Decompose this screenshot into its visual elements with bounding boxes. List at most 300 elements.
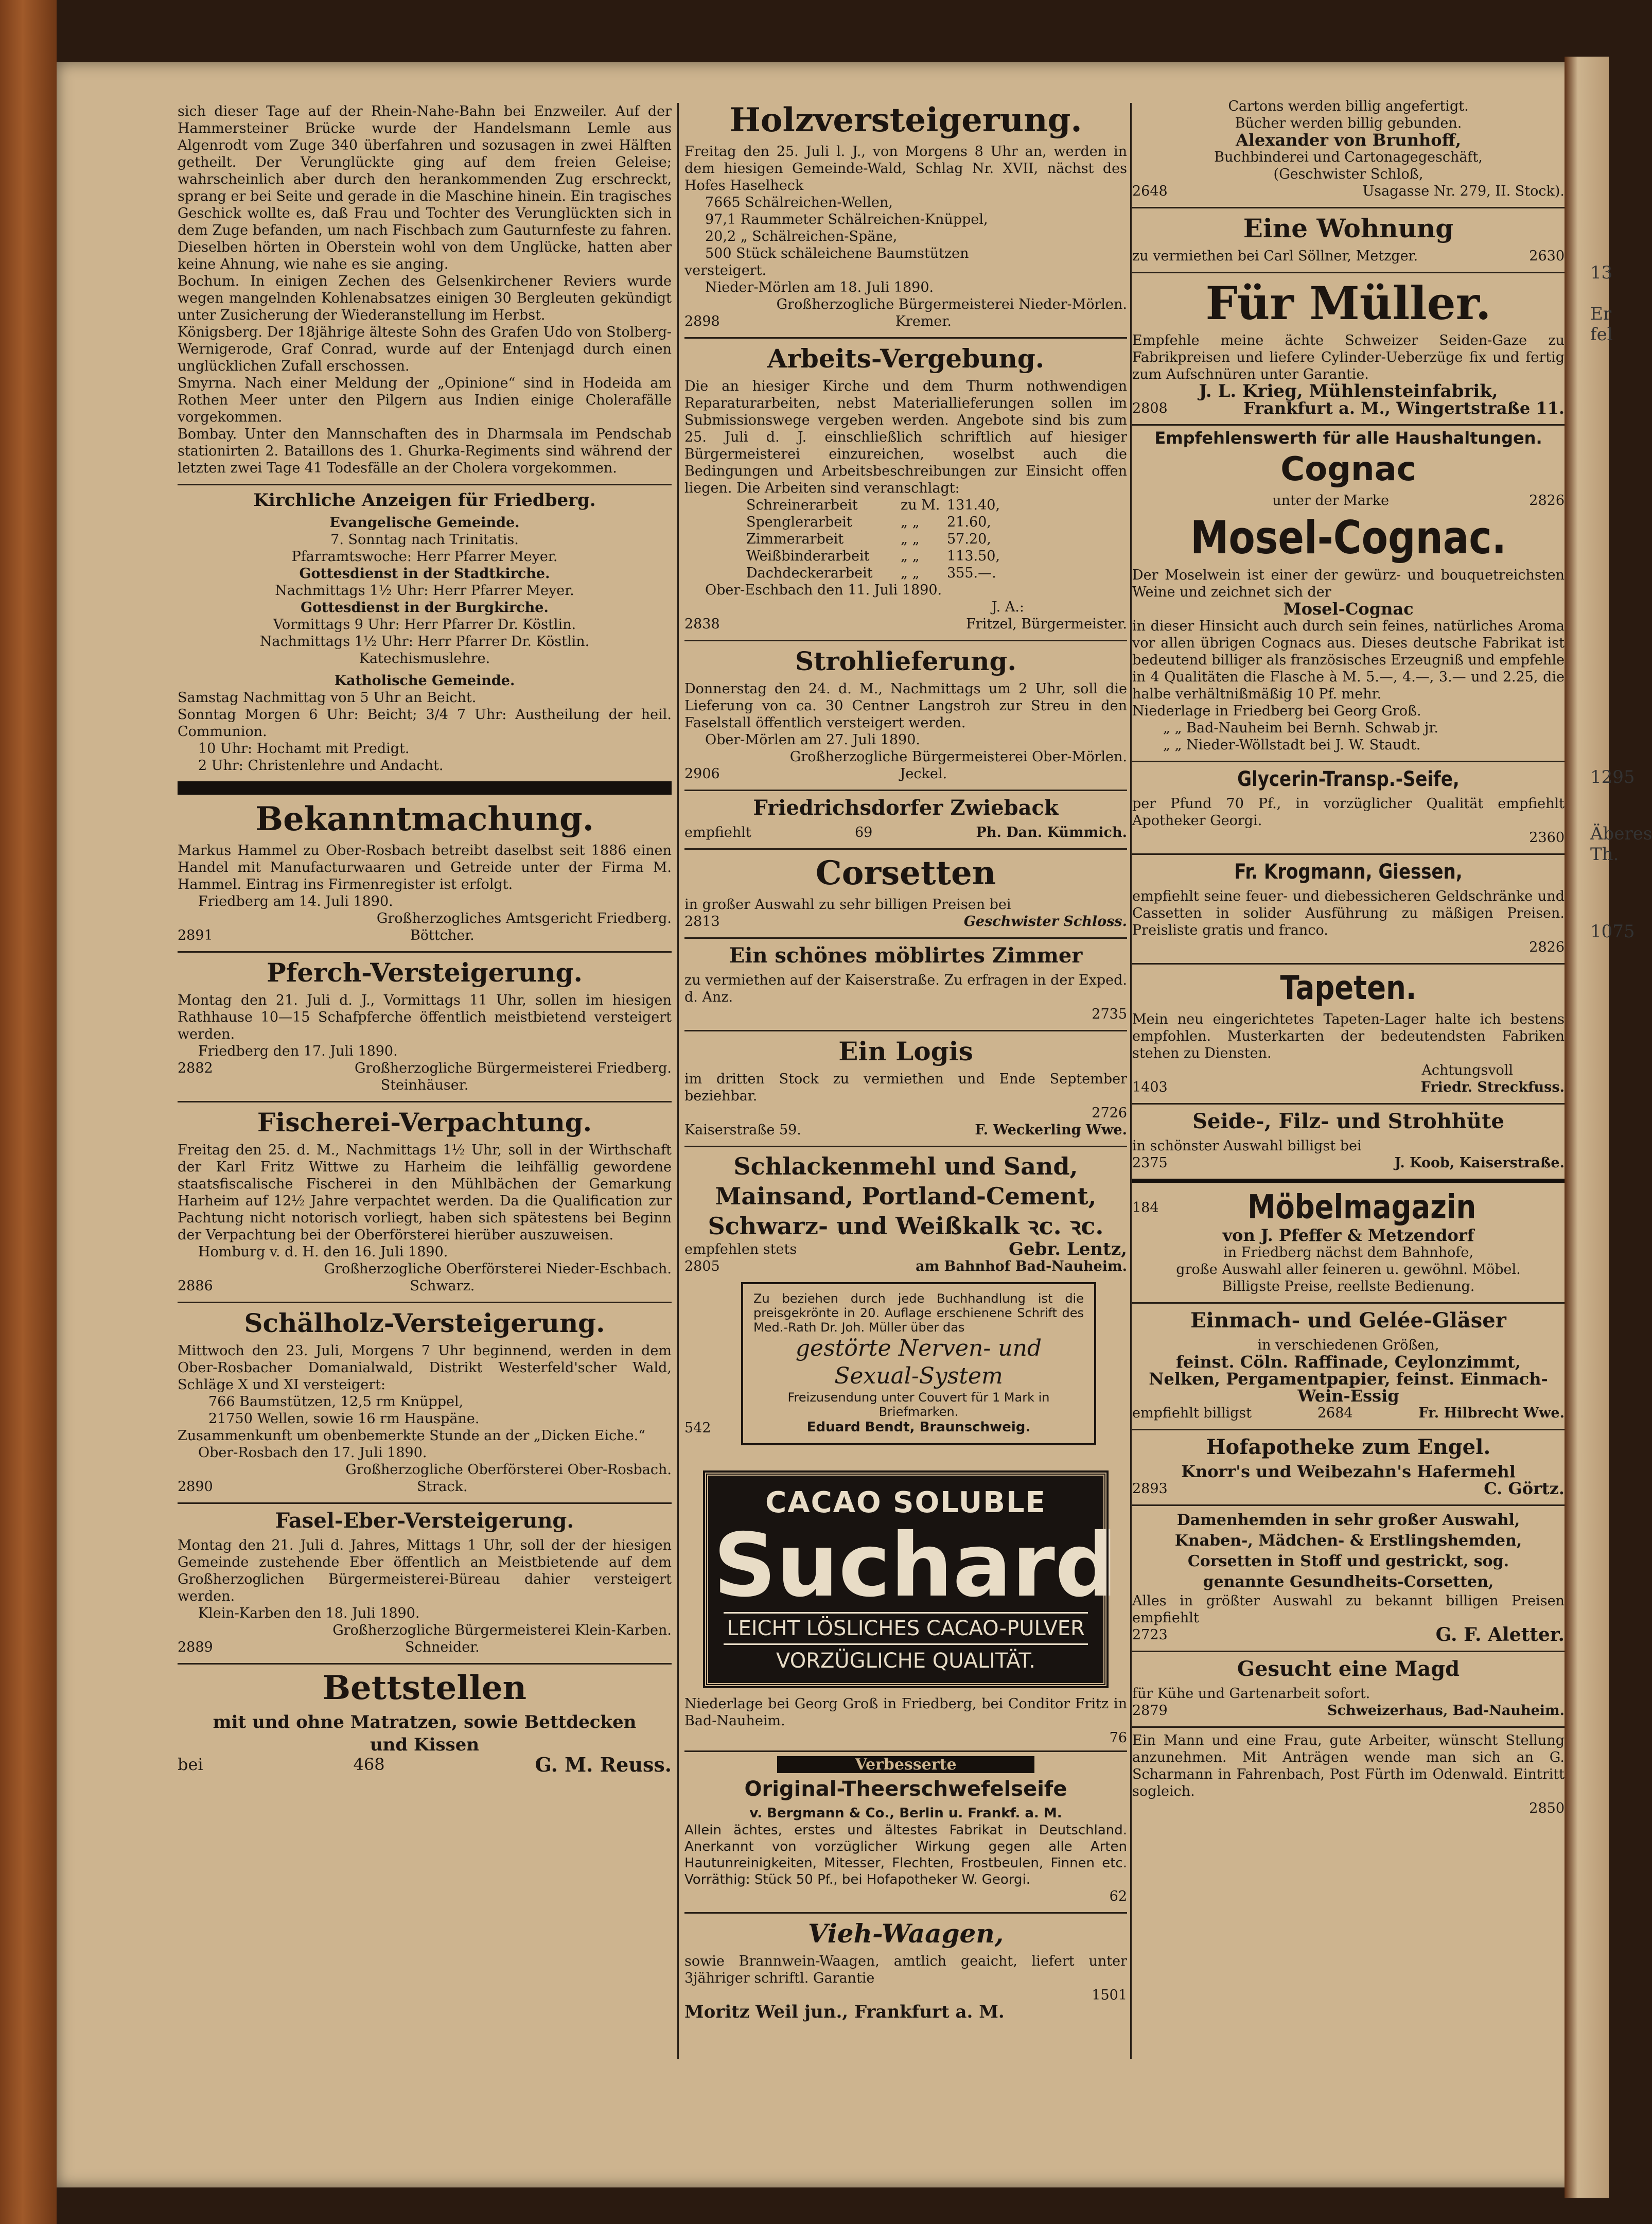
ad-item: 766 Baumstützen, 12,5 rm Knüppel, xyxy=(208,1394,464,1410)
ad-title: Vieh-Waagen, xyxy=(807,1918,1004,1949)
address: Kaiserstraße 59. xyxy=(684,1122,801,1138)
signature: Alexander von Brunhoff, xyxy=(1236,130,1461,150)
title-row xyxy=(1132,1188,1565,1227)
announcement-title: Bekanntmachung. xyxy=(255,800,594,838)
church-notices xyxy=(178,489,672,774)
ad-title: Für Müller. xyxy=(1205,276,1491,330)
cost-row xyxy=(746,514,1127,531)
divider xyxy=(178,1101,672,1102)
theer-ad xyxy=(684,1756,1127,1905)
ad-title: Gesucht eine Magd xyxy=(1237,1657,1460,1681)
schlacken-ad xyxy=(684,1151,1127,1275)
divider xyxy=(1132,1651,1565,1652)
cost-unit: zu M. xyxy=(901,497,940,513)
ad-line: (Geschwister Schloß, xyxy=(1273,166,1423,182)
ad-headline: gestörte Nerven- und xyxy=(795,1335,1042,1361)
signature: C. Görtz. xyxy=(1484,1479,1565,1498)
signature-row xyxy=(684,1258,1127,1275)
signature-row xyxy=(684,313,1127,330)
ad-number: 2898 xyxy=(684,313,720,329)
moebel-ad xyxy=(1132,1188,1565,1295)
column-rule xyxy=(1130,103,1132,2059)
ad-number: 2906 xyxy=(684,766,720,782)
ad-number: 2850 xyxy=(1529,1800,1565,1816)
news-item: sich dieser Tage auf der Rhein-Nahe-Bahn bei Enzweiler. Auf der Hammersteiner Brücke wurde der Handelsmann Lemle aus Algenrodt vom Zuge 340 überfahren und sozusagen in zwei Hälften getheilt. Der Verunglückte ging auf dem freien Geleise; wahrscheinlich aber durch den herankommenden Zug erschreckt, sprang er bei Seite und gerade in die Maschine hinein. Ein tragisches Geschick wollte es, daß Frau und Tochter des Verunglückten sich in dem Zuge befanden, um nach Fischbach zum Gauturnfeste zu fahren. Dieselben hörten in Oberstein wohl von dem Unglücke, hatten aber keine Ahnung, wie nahe es sie anging. xyxy=(178,103,672,272)
church-line: 7. Sonntag nach Trinitatis. xyxy=(330,532,519,548)
divider xyxy=(1132,853,1565,855)
ad-line: „ „ Bad-Nauheim bei Bernh. Schwab jr. xyxy=(1163,720,1438,736)
news-item: Bochum. In einigen Zechen des Gelsenkirchener Reviers wurde wegen mangelnden Kohlenabsatzes einigen 30 Bergleuten gekündigt unter Zusicherung der Wiederanstellung im Herbst. xyxy=(178,273,672,323)
signature-row xyxy=(178,1639,672,1656)
magd-ad xyxy=(1132,1656,1565,1719)
ad-title: Glycerin-Transp.-Seife, xyxy=(1237,767,1460,791)
tapeten-ad xyxy=(1132,969,1565,1096)
signature: Schneider. xyxy=(405,1639,480,1655)
ia: J. A.: xyxy=(991,599,1024,615)
cost-unit: „ „ xyxy=(901,565,920,581)
authority: Großherzogliche Oberförsterei Ober-Rosbach. xyxy=(345,1462,672,1478)
ad-sub: in verschiedenen Größen, xyxy=(1257,1337,1439,1353)
ad-number: 2882 xyxy=(178,1060,213,1076)
ad-text: Donnerstag den 24. d. M., Nachmittags um 2 Uhr, soll die Lieferung von ca. 30 Centner Langstroh zur Streu in den Faselstall öffentlich versteigert werden. xyxy=(684,681,1127,731)
cost-value: 21.60, xyxy=(947,514,991,530)
cost-value: 131.40, xyxy=(947,497,1000,513)
divider xyxy=(1132,272,1565,273)
signature: Moritz Weil jun., Frankfurt a. M. xyxy=(684,2002,1005,2022)
edge-text: Th. xyxy=(1590,844,1619,865)
column-rule xyxy=(677,103,679,2059)
cost-value: 113.50, xyxy=(947,548,1000,564)
divider xyxy=(1132,1504,1565,1506)
ad-number: 2889 xyxy=(178,1639,213,1655)
ad-item: 7665 Schälreichen-Wellen, xyxy=(705,195,893,211)
signature-row xyxy=(1132,183,1565,200)
signature: J. L. Krieg, Mühlensteinfabrik, xyxy=(1199,381,1498,401)
church-line: Sonntag Morgen 6 Uhr: Beicht; 3/4 7 Uhr: Austheilung der heil. Communion. xyxy=(178,707,672,740)
ad-title: Strohlieferung. xyxy=(795,646,1016,676)
ad-text: sowie Brannwein-Waagen, amtlich geaicht, liefert unter 3jähriger schriftl. Garantie xyxy=(684,1953,1127,1986)
ad-text: in großer Auswahl zu sehr billigen Preisen bei xyxy=(684,897,1011,913)
news-item: Königsberg. Der 18jährige älteste Sohn des Grafen Udo von Stolberg-Wernigerode, Graf Conrad, wurde auf der Entenjagd durch einen unglücklichen Zufall erschossen. xyxy=(178,324,672,374)
cost-row xyxy=(746,548,1127,565)
ad-line: und Kissen xyxy=(370,1735,480,1755)
ad-title: Tapeten. xyxy=(1280,969,1417,1007)
ad-firm: v. Bergmann & Co., Berlin u. Frankf. a. M. xyxy=(749,1806,1062,1821)
cost-unit: „ „ xyxy=(901,514,920,530)
church-line: 10 Uhr: Hochamt mit Predigt. xyxy=(198,741,410,757)
column-3 xyxy=(1132,98,1565,1824)
hofapotheke-ad xyxy=(1132,1434,1565,1497)
ad-title: Fr. Krogmann, Giessen, xyxy=(1234,860,1463,884)
ad-text: in dieser Hinsicht auch durch sein feines, natürliches Aroma vor allen übrigen Cognacs aus. Dieses deutsche Fabrikat ist bedeutend billiger als französisches Erzeugniß und empfehle in 4 Qualitäten die Flasche à M. 5.—, 4.—, 3.— und 2.25, die halbe verhältnißmäßig 10 Pf. mehr. xyxy=(1132,618,1565,702)
signature-row xyxy=(684,765,1127,782)
signature: Böttcher. xyxy=(410,927,474,943)
book-binding xyxy=(0,0,57,2224)
divider xyxy=(684,1912,1127,1914)
divider xyxy=(1132,761,1565,762)
zimmer-ad xyxy=(684,943,1127,1023)
ad-line: Knorr's und Weibezahn's Hafermehl xyxy=(1181,1462,1516,1481)
ad-text: Der Moselwein ist einer der gewürz- und bouquetreichsten Weine und zeichnet sich der xyxy=(1132,567,1565,600)
church-subtitle: Katholische Gemeinde. xyxy=(334,673,515,689)
ad-item: 21750 Wellen, sowie 16 rm Hauspäne. xyxy=(208,1411,480,1427)
date: Friedberg am 14. Juli 1890. xyxy=(198,894,393,909)
divider xyxy=(684,337,1127,339)
signature-row xyxy=(178,927,672,944)
ad-title: Friedrichsdorfer Zwieback xyxy=(753,796,1059,820)
ad-number: 2375 xyxy=(1132,1155,1168,1171)
ad-line: Cartons werden billig angefertigt. xyxy=(1228,98,1469,114)
date: Nieder-Mörlen am 18. Juli 1890. xyxy=(705,279,934,295)
ad-text: Montag den 21. Juli d. Jahres, Mittags 1 Uhr, soll der der hiesigen Gemeinde zustehende Eber öffentlich an Meistbietende auf dem Großherzoglichen Bürgermeisterei-Büreau dahier versteigert werden. xyxy=(178,1537,672,1604)
address: Frankfurt a. M., Wingertstraße 11. xyxy=(1243,398,1565,418)
cost-unit: „ „ xyxy=(901,531,920,547)
logis-ad xyxy=(684,1036,1127,1139)
signature: G. F. Aletter. xyxy=(1435,1624,1565,1645)
ad-title: Fasel-Eber-Versteigerung. xyxy=(275,1509,574,1533)
ad-text: für Kühe und Gartenarbeit sofort. xyxy=(1132,1686,1370,1702)
suchard-ad xyxy=(705,1473,1118,1686)
bettstellen-ad xyxy=(178,1669,672,1776)
ad-sub: unter der Marke xyxy=(1272,493,1390,509)
cost-value: 57.20, xyxy=(947,531,991,547)
ad-line: Corsetten in Stoff und gestrickt, sog. xyxy=(1187,1552,1509,1570)
cost-row xyxy=(746,565,1127,582)
pferch-ad xyxy=(178,957,672,1094)
vieh-ad xyxy=(684,1918,1127,2021)
date: Klein-Karben den 18. Juli 1890. xyxy=(198,1605,420,1621)
ad-text: Allein ächtes, erstes und ältestes Fabrikat in Deutschland. Anerkannt von vorzüglicher Wirkung gegen alle Arten Hautunreinigkeiten, Mitesser, Flechten, Frostbeulen, Finnen etc. Vorräthig: Stück 50 Pf., bei Hofapotheker W. Georgi. xyxy=(684,1823,1127,1887)
address: Usagasse Nr. 279, II. Stock). xyxy=(1362,183,1565,199)
cost-label: Zimmerarbeit xyxy=(746,531,844,547)
ad-prefix: bei xyxy=(178,1755,203,1774)
ad-text: Empfehle meine ächte Schweizer Seiden-Gaze zu Fabrikpreisen und liefere Cylinder-Ueberzüge fix und fertig zum Aufschnüren unter Garantie. xyxy=(1132,332,1565,382)
ad-prefix: empfiehlt billigst xyxy=(1132,1405,1252,1421)
date: Ober-Eschbach den 11. Juli 1890. xyxy=(705,582,942,598)
ad-title: Einmach- und Gelée-Gläser xyxy=(1190,1308,1506,1333)
signature-row xyxy=(1132,400,1565,417)
church-line: Vormittags 9 Uhr: Herr Pfarrer Dr. Köstlin. xyxy=(273,617,576,633)
divider xyxy=(1132,1302,1565,1304)
ad-line: genannte Gesundheits-Corsetten, xyxy=(1203,1573,1494,1591)
ad-text: Freitag den 25. d. M., Nachmittags 1½ Uhr, soll in der Wirthschaft der Karl Fritz Wittwe zu Harheim die leihfällig gewordene staatsfiscalische Fischerei in den Mühlbächen der Gemarkung Harheim auf 12½ Jahre verpachtet werden. Da die Qualification zur Pachtung nicht notorisch vorliegt, haben sich spätestens bei Beginn der Verpachtung bei der Oberförsterei hierüber auszuweisen. xyxy=(178,1142,672,1243)
signature-row xyxy=(178,1277,672,1294)
ad-number: 2879 xyxy=(1132,1703,1168,1719)
divider xyxy=(1132,1429,1565,1430)
church-line: Gottesdienst in der Stadtkirche. xyxy=(299,566,550,582)
ad-text: zu vermiethen auf der Kaiserstraße. Zu erfragen in der Exped. d. Anz. xyxy=(684,972,1127,1005)
date: Ober-Rosbach den 17. Juli 1890. xyxy=(198,1445,427,1461)
ad-title: Möbelmagazin xyxy=(1247,1188,1476,1227)
divider xyxy=(178,484,672,485)
church-line: Katechismuslehre. xyxy=(359,651,490,667)
ad-line: Damenhemden in sehr großer Auswahl, xyxy=(1176,1511,1520,1529)
signature-row xyxy=(684,824,1127,841)
ad-text: Zu beziehen durch jede Buchhandlung ist die preisgekrönte in 20. Auflage erschienene Schrift des Med.-Rath Dr. Joh. Müller über das xyxy=(753,1291,1084,1335)
divider xyxy=(684,937,1127,939)
column-1 xyxy=(178,103,672,1780)
ad-number: 2891 xyxy=(178,927,213,943)
ad-text: zu vermiethen bei Carl Söllner, Metzger. xyxy=(1132,248,1418,264)
ad-number: 69 xyxy=(854,825,873,840)
ad-text: per Pfund 70 Pf., in vorzüglicher Qualität empfiehlt Apotheker Georgi. xyxy=(1132,796,1565,829)
ad-number: 542 xyxy=(684,1420,711,1436)
divider xyxy=(1132,1726,1565,1728)
signature-row xyxy=(1132,1626,1565,1643)
cost-list xyxy=(746,497,1127,582)
date: Homburg v. d. H. den 16. Juli 1890. xyxy=(198,1244,448,1260)
ad-number: 2890 xyxy=(178,1479,213,1495)
wohnung-ad xyxy=(1132,213,1565,265)
cost-value: 355.—. xyxy=(947,565,996,581)
ad-text: Mittwoch den 23. Juli, Morgens 7 Uhr beginnend, werden in dem Ober-Rosbacher Domanialwald, Distrikt Westerfeld'scher Wald, Schläge X und XI versteigert: xyxy=(178,1343,672,1393)
ad-number: 2684 xyxy=(1317,1405,1353,1421)
signature: Steinhäuser. xyxy=(380,1077,469,1093)
ad-number: 2813 xyxy=(684,914,720,930)
authority: Großherzogliche Bürgermeisterei Friedberg. xyxy=(354,1060,672,1076)
ad-line: Buchbinderei und Cartonagegeschäft, xyxy=(1214,149,1483,165)
einmach-ad xyxy=(1132,1308,1565,1422)
address: am Bahnhof Bad-Nauheim. xyxy=(916,1258,1127,1274)
church-line: Nachmittags 1½ Uhr: Herr Pfarrer Dr. Köstlin. xyxy=(259,634,590,650)
cost-row xyxy=(746,497,1127,514)
authority: Großherzogliches Amtsgericht Friedberg. xyxy=(376,910,672,926)
signature-row xyxy=(1132,248,1565,265)
divider xyxy=(684,1030,1127,1031)
signature-row xyxy=(1132,1154,1565,1171)
ad-number: 1403 xyxy=(1132,1079,1168,1095)
signature-row xyxy=(1132,1702,1565,1719)
ad-item: 97,1 Raummeter Schälreichen-Knüppel, xyxy=(705,212,988,227)
ad-text: im dritten Stock zu vermiethen und Ende September beziehbar. xyxy=(684,1071,1127,1104)
signature: Gebr. Lentz, xyxy=(1008,1239,1127,1259)
ad-number: 2360 xyxy=(1529,830,1565,846)
church-line: Samstag Nachmittag von 5 Uhr an Beicht. xyxy=(178,690,477,706)
signature: Fritzel, Bürgermeister. xyxy=(966,616,1127,632)
suchard-line: CACAO SOLUBLE xyxy=(765,1486,1046,1519)
arbeit-ad xyxy=(684,343,1127,633)
signature-row xyxy=(684,1122,1127,1139)
corsetten-ad xyxy=(684,854,1127,930)
ad-headline: Mainsand, Portland-Cement, xyxy=(715,1182,1097,1210)
signature-row xyxy=(178,1478,672,1495)
signature: Ph. Dan. Kümmich. xyxy=(976,825,1127,840)
ad-text: Niederlage bei Georg Groß in Friedberg, bei Conditor Fritz in Bad-Nauheim. xyxy=(684,1696,1127,1729)
ad-title: Corsetten xyxy=(815,854,996,892)
next-page-edge xyxy=(1565,57,1652,2198)
signature: F. Weckerling Wwe. xyxy=(975,1122,1127,1138)
ad-number: 2826 xyxy=(1529,493,1565,509)
ad-title: Mosel-Cognac. xyxy=(1190,511,1507,564)
ad-title: Eine Wohnung xyxy=(1243,213,1454,243)
suchard-logo: Suchard xyxy=(713,1515,1118,1617)
ad-headline: Schlackenmehl und Sand, xyxy=(733,1152,1078,1180)
ad-number: 2826 xyxy=(1529,939,1565,955)
ad-title: Ein schönes möblirtes Zimmer xyxy=(729,943,1083,968)
ad-line: mit und ohne Matratzen, sowie Bettdecken xyxy=(213,1712,637,1732)
announcement-text: Markus Hammel zu Ober-Rosbach betreibt daselbst seit 1886 einen Handel mit Manufacturwaaren und Getreide unter der Firma M. Hammel. Eintrag ins Firmenregister ist erfolgt. xyxy=(178,843,672,892)
ad-mid: Mosel-Cognac xyxy=(1283,599,1414,619)
ad-text: Montag den 21. Juli d. J., Vormittags 11 Uhr, sollen im hiesigen Rathhause 10—15 Schafpferche öffentlich meistbietend versteigert werden. xyxy=(178,992,672,1042)
authority: Großherzogliche Oberförsterei Nieder-Eschbach. xyxy=(324,1261,672,1277)
ad-text: empfiehlt seine feuer- und diebessicheren Geldschränke und Cassetten in solider Ausführung zu mäßigen Preisen. Preisliste gratis und franco. xyxy=(1132,888,1565,938)
ad-title: Fischerei-Verpachtung. xyxy=(257,1107,592,1137)
fasel-ad xyxy=(178,1508,672,1656)
signature-row xyxy=(178,1060,672,1077)
ad-headline: Schwarz- und Weißkalk ꝛc. ꝛc. xyxy=(708,1212,1104,1240)
ad-title: Pferch-Versteigerung. xyxy=(267,957,583,988)
ad-title: Cognac xyxy=(1280,450,1416,488)
ad-prefix: empfehlen stets xyxy=(684,1241,797,1257)
ad-number: 76 xyxy=(1109,1730,1127,1746)
hueten-ad xyxy=(1132,1109,1565,1171)
mueller-ad xyxy=(1132,277,1565,417)
ad-line: Knaben-, Mädchen- & Erstlingshemden, xyxy=(1174,1532,1522,1550)
divider xyxy=(684,640,1127,641)
church-title: Kirchliche Anzeigen für Friedberg. xyxy=(253,490,596,511)
ad-title: Schälholz-Versteigerung. xyxy=(244,1308,605,1338)
divider xyxy=(684,1146,1127,1147)
signature: J. Koob, Kaiserstraße. xyxy=(1394,1155,1565,1171)
divider xyxy=(1132,1103,1565,1105)
cost-label: Weißbinderarbeit xyxy=(746,548,870,564)
signature-row xyxy=(1132,492,1565,509)
ad-line: Nelken, Pergamentpapier, feinst. Einmach-Wein-Essig xyxy=(1149,1369,1548,1406)
ad-line: Bücher werden billig gebunden. xyxy=(1235,115,1462,131)
suchard-line: LEICHT LÖSLICHES CACAO-PULVER xyxy=(724,1612,1088,1645)
ad-title: Seide-, Filz- und Strohhüte xyxy=(1192,1109,1504,1133)
ad-line: feinst. Cöln. Raffinade, Ceylonzimmt, xyxy=(1176,1352,1521,1372)
ad-number: 2893 xyxy=(1132,1481,1168,1497)
cost-label: Spenglerarbeit xyxy=(746,514,852,530)
church-line: Pfarramtswoche: Herr Pfarrer Meyer. xyxy=(291,549,558,565)
ad-text: Die an hiesiger Kirche und dem Thurm nothwendigen Reparaturarbeiten, nebst Materiallieferungen sollen im Submissionswege vergeben werden. Angebote sind bis zum 25. Juli d. J. einschließlich schriftlich auf hiesiger Bürgermeisterei einzureichen, woselbst auch die Bedingungen und Arbeitsbeschreibungen zur Einsicht offen liegen. Die Arbeiten sind veranschlagt: xyxy=(684,378,1127,496)
holz-ad xyxy=(684,101,1127,330)
ad-number: 2735 xyxy=(1092,1006,1127,1022)
authority: Großherzogliche Bürgermeisterei Nieder-Mörlen. xyxy=(776,296,1127,312)
ad-prefix: empfiehlt xyxy=(684,825,751,840)
column-2 xyxy=(684,98,1127,2028)
signature: Fr. Hilbrecht Wwe. xyxy=(1418,1405,1565,1421)
church-line: Gottesdienst in der Burgkirche. xyxy=(301,600,549,616)
ad-number: 1501 xyxy=(1092,1987,1127,2003)
ad-line: große Auswahl aller feineren u. gewöhnl. Möbel. xyxy=(1176,1262,1521,1277)
ad-number: 2648 xyxy=(1132,183,1168,199)
ad-line: von J. Pfeffer & Metzendorf xyxy=(1222,1225,1474,1245)
divider xyxy=(178,1502,672,1504)
ad-number: 2808 xyxy=(1132,400,1168,416)
cost-row xyxy=(746,531,1127,548)
signature-row xyxy=(178,1753,672,1776)
ad-text: Ein Mann und eine Frau, gute Arbeiter, wünscht Stellung anzunehmen. Mit Anträgen wende man sich an G. Scharmann in Fahrenbach, Post Fürth im Odenwald. Eintritt sogleich. xyxy=(1132,1732,1565,1799)
signature: Jeckel. xyxy=(900,766,947,782)
signature: Schwarz. xyxy=(410,1278,475,1294)
heavy-rule xyxy=(178,781,672,795)
stroh-ad xyxy=(684,645,1127,782)
ad-text: Mein neu eingerichtetes Tapeten-Lager halte ich bestens empfohlen. Musterkarten der bedeutendsten Fabriken stehen zu Diensten. xyxy=(1132,1011,1565,1061)
ad-number: 2805 xyxy=(684,1258,720,1274)
news-section xyxy=(178,103,672,477)
signature-row xyxy=(684,616,1127,633)
ad-title: Holzversteigerung. xyxy=(729,101,1082,139)
ad-number: 2723 xyxy=(1132,1627,1168,1643)
signature: Eduard Bendt, Braunschweig. xyxy=(806,1420,1031,1435)
schaelholz-ad xyxy=(178,1307,672,1495)
signature: Geschwister Schloss. xyxy=(963,914,1127,930)
edge-text: Äberes xyxy=(1590,824,1652,844)
ad-number: 2886 xyxy=(178,1278,213,1294)
cartons-ad xyxy=(1132,98,1565,200)
divider xyxy=(684,790,1127,791)
divider xyxy=(178,1663,672,1665)
suchard-line: VORZÜGLICHE QUALITÄT. xyxy=(776,1649,1035,1673)
ad-number: 184 xyxy=(1132,1199,1159,1216)
ad-text: Alles in größter Auswahl zu bekannt billigen Preisen empfiehlt xyxy=(1132,1593,1565,1626)
authority: Großherzogliche Bürgermeisterei Klein-Karben. xyxy=(332,1622,672,1638)
zwieback-ad xyxy=(684,795,1127,841)
church-line: 2 Uhr: Christenlehre und Andacht. xyxy=(198,758,444,774)
authority: Großherzogliche Bürgermeisterei Ober-Mörlen. xyxy=(789,749,1127,765)
ad-text: versteigert. xyxy=(684,262,767,278)
ad-text: in schönster Auswahl billigst bei xyxy=(1132,1138,1362,1154)
ad-line: in Friedberg nächst dem Bahnhofe, xyxy=(1223,1245,1473,1260)
date: Ober-Mörlen am 27. Juli 1890. xyxy=(705,732,920,748)
ad-title: Hofapotheke zum Engel. xyxy=(1206,1435,1491,1459)
fischerei-ad xyxy=(178,1107,672,1294)
divider xyxy=(684,848,1127,850)
cognac-ad xyxy=(1132,430,1565,754)
ad-prefix: Verbesserte xyxy=(777,1756,1034,1773)
cost-label: Schreinerarbeit xyxy=(746,497,858,513)
signature: Friedr. Streckfuss. xyxy=(1420,1079,1565,1095)
signature-row xyxy=(684,1241,1127,1258)
heavy-rule xyxy=(1132,1179,1565,1183)
stellung-ad xyxy=(1132,1732,1565,1817)
ad-item: 20,2 „ Schälreichen-Späne, xyxy=(705,229,898,244)
date: Friedberg den 17. Juli 1890. xyxy=(198,1043,398,1059)
ad-top: Empfehlenswerth für alle Haushaltungen. xyxy=(1154,428,1542,448)
signature-row xyxy=(684,913,1127,930)
ad-number: 468 xyxy=(353,1755,385,1774)
announcement xyxy=(178,800,672,944)
divider xyxy=(1132,963,1565,965)
divider xyxy=(684,1750,1127,1752)
ad-line: Billigste Preise, reellste Bedienung. xyxy=(1222,1279,1475,1294)
divider xyxy=(178,1302,672,1303)
signature-row xyxy=(1132,1405,1565,1422)
ad-text: Freitag den 25. Juli l. J., von Morgens 8 Uhr an, werden in dem hiesigen Gemeinde-Wald, Schlag Nr. XVII, nächst des Hofes Haselheck xyxy=(684,144,1127,194)
cost-unit: „ „ xyxy=(901,548,920,564)
church-subtitle: Evangelische Gemeinde. xyxy=(329,515,520,531)
ad-title: Bettstellen xyxy=(322,1669,527,1707)
ad-number: 2838 xyxy=(684,616,720,632)
damen-ad xyxy=(1132,1510,1565,1643)
ad-text: Freizusendung unter Couvert für 1 Mark in Briefmarken. xyxy=(787,1390,1050,1419)
signature-row xyxy=(1132,1480,1565,1497)
news-item: Smyrna. Nach einer Meldung der „Opinione“ sind in Hodeida am Rothen Meer unter den Pilgern aus Indien einige Cholerafälle vorgekommen. xyxy=(178,375,672,425)
ad-item: 500 Stück schäleichene Baumstützen xyxy=(705,246,969,261)
signature: Kremer. xyxy=(895,313,952,329)
divider xyxy=(1132,424,1565,426)
krogmann-ad xyxy=(1132,859,1565,956)
ad-text: Zusammenkunft um obenbemerkte Stunde an der „Dicken Eiche.“ xyxy=(178,1428,645,1444)
ad-number: 2630 xyxy=(1529,248,1565,264)
signature: Schweizerhaus, Bad-Nauheim. xyxy=(1327,1703,1565,1719)
edge-text: 1075 xyxy=(1590,921,1635,942)
signature-row xyxy=(1132,1079,1565,1096)
ad-number: 62 xyxy=(1109,1888,1127,1904)
ad-title: Original-Theerschwefelseife xyxy=(744,1777,1067,1801)
